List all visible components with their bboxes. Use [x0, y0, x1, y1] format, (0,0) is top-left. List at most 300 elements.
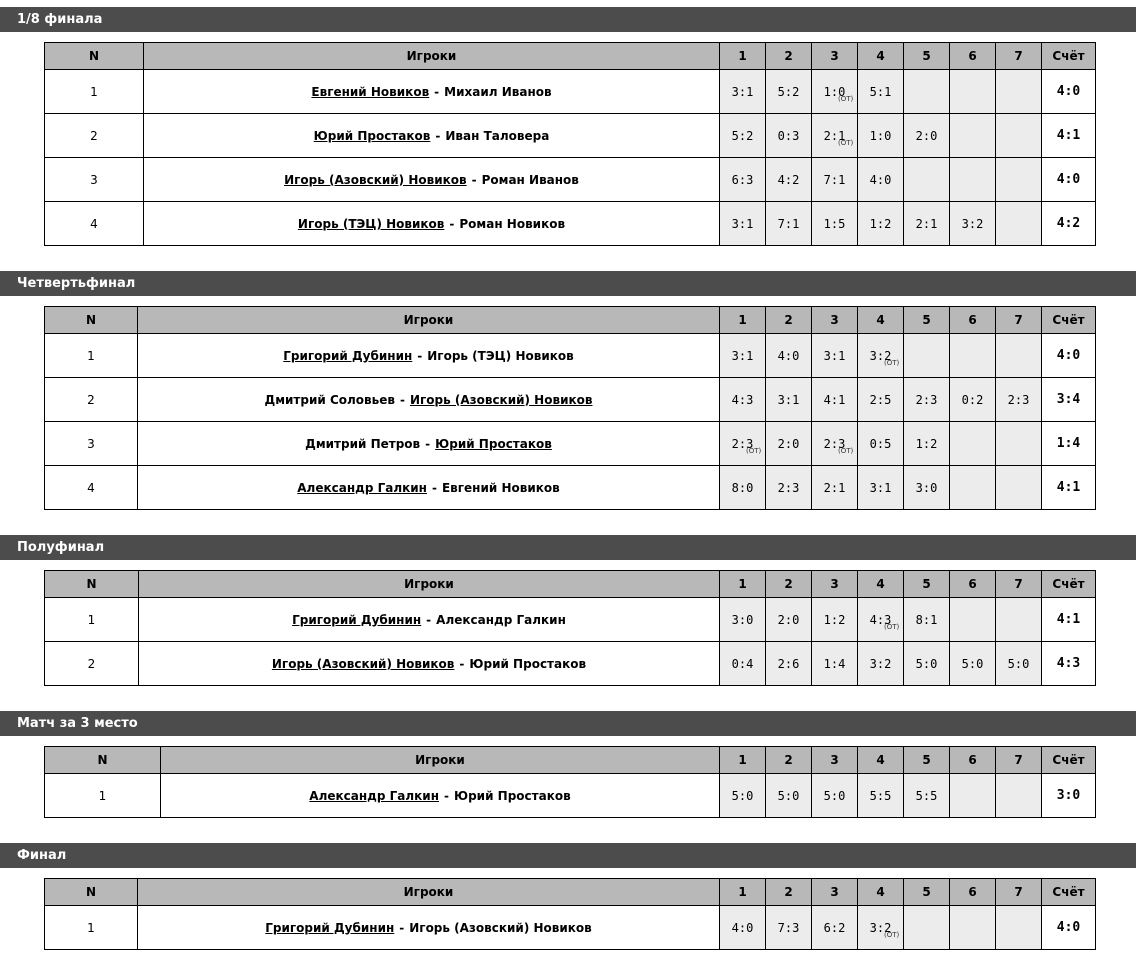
set-score [766, 642, 812, 686]
section-title: Финал [0, 843, 1136, 868]
players-separator: - [399, 392, 405, 407]
set-score [996, 598, 1042, 642]
header-total: Счёт [1042, 43, 1096, 70]
player-two-name[interactable]: Юрий Простаков [435, 436, 552, 451]
player-two-name: Александр Галкин [436, 612, 566, 627]
header-number: N [45, 43, 144, 70]
table-row [45, 378, 1096, 422]
set-score-value: 5:2 [777, 84, 800, 99]
players-separator: - [434, 84, 440, 99]
set-score [950, 598, 996, 642]
player-two-name[interactable]: Игорь (Азовский) Новиков [409, 392, 593, 407]
header-number: N [45, 879, 138, 906]
set-score [904, 906, 950, 950]
set-score [950, 202, 996, 246]
match-number: 2 [45, 114, 144, 158]
header-set: 3 [812, 43, 858, 70]
header-players: Игроки [161, 747, 720, 774]
match-total-score: 3:4 [1042, 378, 1096, 422]
set-score-value: 8:1 [915, 612, 938, 627]
header-set: 2 [766, 43, 812, 70]
match-players [138, 906, 720, 950]
set-score-value: 2:3 [823, 436, 846, 451]
header-set: 4 [858, 571, 904, 598]
overtime-marker: (ОТ) [838, 95, 854, 103]
player-two-name: Игорь (Азовский) Новиков [409, 920, 592, 935]
set-score-value: 2:0 [777, 612, 800, 627]
table-row [45, 70, 1096, 114]
set-score-value: 4:2 [777, 172, 800, 187]
player-one-name: Дмитрий Петров [305, 436, 421, 451]
set-score [996, 158, 1042, 202]
set-score-value: 2:3 [777, 480, 800, 495]
set-score-value: 3:1 [731, 84, 754, 99]
table-row [45, 774, 1096, 818]
table-header-row [45, 43, 1096, 70]
set-score [950, 642, 996, 686]
player-two-name: Роман Иванов [481, 172, 579, 187]
set-score [720, 642, 766, 686]
set-score-value: 1:2 [823, 612, 846, 627]
set-score [812, 774, 858, 818]
set-score [812, 334, 858, 378]
player-two-name: Игорь (ТЭЦ) Новиков [427, 348, 574, 363]
set-score-value: 3:1 [823, 348, 846, 363]
match-players [161, 774, 720, 818]
set-score [996, 334, 1042, 378]
set-score-value: 3:1 [731, 348, 754, 363]
set-score [904, 70, 950, 114]
set-score [812, 642, 858, 686]
set-score-value: 5:0 [823, 788, 846, 803]
set-score-value: 1:0 [823, 84, 846, 99]
header-set: 6 [950, 307, 996, 334]
set-score [858, 334, 904, 378]
player-one-name[interactable]: Григорий Дубинин [265, 920, 395, 935]
header-set: 1 [720, 747, 766, 774]
set-score [996, 114, 1042, 158]
set-score-value: 2:1 [915, 216, 938, 231]
overtime-marker: (ОТ) [884, 359, 900, 367]
set-score-value: 4:3 [731, 392, 754, 407]
players-separator: - [449, 216, 455, 231]
match-number: 1 [45, 906, 138, 950]
match-total-score: 4:0 [1042, 906, 1096, 950]
player-one-name[interactable]: Григорий Дубинин [283, 348, 413, 363]
set-score [812, 202, 858, 246]
set-score [996, 378, 1042, 422]
set-score-value: 1:5 [823, 216, 846, 231]
set-score [950, 906, 996, 950]
player-one-name[interactable]: Евгений Новиков [311, 84, 430, 99]
header-number: N [45, 747, 161, 774]
table-header-row [45, 879, 1096, 906]
player-two-name: Юрий Простаков [469, 656, 587, 671]
match-total-score: 4:1 [1042, 114, 1096, 158]
match-total-score: 4:3 [1042, 642, 1096, 686]
header-players: Игроки [139, 571, 720, 598]
match-players [139, 598, 720, 642]
set-score-value: 3:2 [869, 920, 892, 935]
matches-table [44, 570, 1096, 686]
match-number: 3 [45, 422, 138, 466]
set-score-value: 2:0 [915, 128, 938, 143]
header-set: 1 [720, 571, 766, 598]
set-score [766, 598, 812, 642]
set-score [766, 202, 812, 246]
players-separator: - [425, 436, 431, 451]
set-score [812, 158, 858, 202]
header-set: 6 [950, 571, 996, 598]
player-one-name[interactable]: Игорь (ТЭЦ) Новиков [297, 216, 445, 231]
set-score [766, 70, 812, 114]
set-score [858, 422, 904, 466]
header-players: Игроки [144, 43, 720, 70]
header-set: 3 [812, 571, 858, 598]
header-set: 7 [996, 747, 1042, 774]
section-title: Четвертьфинал [0, 271, 1136, 296]
header-set: 2 [766, 307, 812, 334]
set-score-value: 4:0 [869, 172, 892, 187]
match-players [138, 378, 720, 422]
set-score-value: 0:2 [961, 392, 984, 407]
players-separator: - [471, 172, 477, 187]
match-players [144, 114, 720, 158]
set-score-value: 0:3 [777, 128, 800, 143]
set-score-value: 4:3 [869, 612, 892, 627]
set-score [812, 114, 858, 158]
set-score [766, 158, 812, 202]
players-separator: - [444, 788, 449, 803]
set-score-value: 1:2 [869, 216, 892, 231]
match-number: 2 [45, 378, 138, 422]
header-number: N [45, 307, 138, 334]
set-score-value: 4:0 [777, 348, 800, 363]
set-score [766, 334, 812, 378]
set-score-value: 2:3 [731, 436, 754, 451]
header-set: 1 [720, 879, 766, 906]
set-score [904, 642, 950, 686]
set-score [858, 642, 904, 686]
match-number: 3 [45, 158, 144, 202]
player-one-name[interactable]: Игорь (Азовский) Новиков [284, 172, 467, 187]
header-set: 1 [720, 43, 766, 70]
set-score [996, 202, 1042, 246]
header-set: 5 [904, 571, 950, 598]
set-score [904, 158, 950, 202]
set-score [858, 466, 904, 510]
header-set: 5 [904, 879, 950, 906]
players-separator: - [399, 920, 405, 935]
match-total-score: 4:1 [1042, 598, 1096, 642]
set-score-value: 5:0 [961, 656, 984, 671]
set-score-value: 2:5 [869, 392, 892, 407]
header-set: 5 [904, 747, 950, 774]
header-set: 7 [996, 879, 1042, 906]
player-two-name: Иван Таловера [445, 128, 550, 143]
set-score-value: 0:5 [869, 436, 892, 451]
set-score [858, 774, 904, 818]
set-score [720, 378, 766, 422]
match-number: 1 [45, 70, 144, 114]
set-score [904, 334, 950, 378]
set-score-value: 2:3 [1007, 392, 1030, 407]
set-score [766, 774, 812, 818]
player-one-name[interactable]: Игорь (Азовский) Новиков [271, 656, 455, 671]
match-players [138, 422, 720, 466]
set-score [720, 422, 766, 466]
header-total: Счёт [1042, 307, 1096, 334]
set-score-value: 5:0 [1007, 656, 1030, 671]
set-score [766, 378, 812, 422]
overtime-marker: (ОТ) [838, 447, 854, 455]
set-score [904, 598, 950, 642]
set-score-value: 8:0 [731, 480, 754, 495]
header-set: 7 [996, 571, 1042, 598]
overtime-marker: (ОТ) [838, 139, 854, 147]
set-score [950, 466, 996, 510]
set-score-value: 4:0 [731, 920, 754, 935]
set-score [720, 158, 766, 202]
set-score-value: 3:1 [731, 216, 754, 231]
set-score-value: 5:5 [869, 788, 892, 803]
header-set: 6 [950, 43, 996, 70]
set-score [812, 422, 858, 466]
table-row [45, 334, 1096, 378]
set-score [996, 642, 1042, 686]
table-header-row [45, 747, 1096, 774]
set-score-value: 0:4 [731, 656, 754, 671]
set-score-value: 3:2 [869, 348, 892, 363]
table-row [45, 642, 1096, 686]
player-two-name: Михаил Иванов [444, 84, 552, 99]
set-score-value: 3:2 [961, 216, 984, 231]
set-score [720, 70, 766, 114]
section-title: Полуфинал [0, 535, 1136, 560]
set-score [950, 114, 996, 158]
set-score-value: 1:4 [823, 656, 846, 671]
player-one-name: Дмитрий Соловьев [264, 392, 395, 407]
players-separator: - [435, 128, 441, 143]
set-score [720, 114, 766, 158]
set-score-value: 7:3 [777, 920, 800, 935]
header-set: 1 [720, 307, 766, 334]
header-total: Счёт [1042, 879, 1096, 906]
set-score [950, 422, 996, 466]
table-row [45, 114, 1096, 158]
header-set: 4 [858, 747, 904, 774]
match-total-score: 4:0 [1042, 334, 1096, 378]
set-score-value: 6:2 [823, 920, 846, 935]
set-score-value: 3:0 [915, 480, 938, 495]
overtime-marker: (ОТ) [884, 931, 900, 939]
header-set: 5 [904, 43, 950, 70]
set-score [996, 774, 1042, 818]
player-two-name: Евгений Новиков [441, 480, 560, 495]
table-row [45, 466, 1096, 510]
set-score [720, 598, 766, 642]
player-two-name: Юрий Простаков [453, 788, 571, 803]
players-separator: - [426, 612, 432, 627]
set-score [950, 774, 996, 818]
match-players [139, 642, 720, 686]
header-set: 3 [812, 747, 858, 774]
header-set: 3 [812, 307, 858, 334]
set-score-value: 2:3 [915, 392, 938, 407]
header-set: 2 [766, 571, 812, 598]
set-score [904, 466, 950, 510]
table-header-row [45, 307, 1096, 334]
set-score [950, 334, 996, 378]
header-set: 7 [996, 307, 1042, 334]
set-score [904, 422, 950, 466]
set-score [858, 378, 904, 422]
set-score [858, 202, 904, 246]
set-score [950, 70, 996, 114]
match-number: 1 [45, 334, 138, 378]
set-score-value: 1:2 [915, 436, 938, 451]
set-score [812, 598, 858, 642]
set-score-value: 2:1 [823, 128, 846, 143]
set-score-value: 4:1 [823, 392, 846, 407]
player-one-name[interactable]: Александр Галкин [297, 480, 427, 495]
set-score [904, 114, 950, 158]
players-separator: - [431, 480, 437, 495]
set-score-value: 3:1 [777, 392, 800, 407]
set-score [720, 334, 766, 378]
players-separator: - [459, 656, 465, 671]
set-score-value: 5:0 [915, 656, 938, 671]
set-score [766, 466, 812, 510]
header-number: N [45, 571, 139, 598]
set-score-value: 7:1 [777, 216, 800, 231]
match-total-score: 4:0 [1042, 70, 1096, 114]
match-number: 4 [45, 202, 144, 246]
set-score [812, 70, 858, 114]
set-score-value: 3:0 [731, 612, 754, 627]
match-players [138, 466, 720, 510]
set-score-value: 2:6 [777, 656, 800, 671]
header-set: 6 [950, 879, 996, 906]
set-score-value: 3:2 [869, 656, 892, 671]
set-score [858, 906, 904, 950]
set-score [766, 114, 812, 158]
header-players: Игроки [138, 879, 720, 906]
set-score [904, 774, 950, 818]
set-score [720, 906, 766, 950]
set-score [858, 158, 904, 202]
match-number: 2 [45, 642, 139, 686]
overtime-marker: (ОТ) [746, 447, 762, 455]
overtime-marker: (ОТ) [884, 623, 900, 631]
match-number: 1 [45, 598, 139, 642]
match-total-score: 3:0 [1042, 774, 1096, 818]
matches-table [44, 746, 1096, 818]
match-number: 4 [45, 466, 138, 510]
set-score [996, 466, 1042, 510]
match-total-score: 1:4 [1042, 422, 1096, 466]
set-score-value: 1:0 [869, 128, 892, 143]
table-row [45, 598, 1096, 642]
section-title: 1/8 финала [0, 7, 1136, 32]
match-total-score: 4:1 [1042, 466, 1096, 510]
set-score [950, 378, 996, 422]
header-set: 4 [858, 879, 904, 906]
table-header-row [45, 571, 1096, 598]
set-score [904, 378, 950, 422]
set-score [996, 906, 1042, 950]
match-players [144, 158, 720, 202]
set-score-value: 2:0 [777, 436, 800, 451]
header-players: Игроки [138, 307, 720, 334]
match-total-score: 4:0 [1042, 158, 1096, 202]
set-score [720, 466, 766, 510]
set-score [766, 906, 812, 950]
player-two-name: Роман Новиков [459, 216, 566, 231]
header-set: 3 [812, 879, 858, 906]
set-score [858, 598, 904, 642]
set-score-value: 6:3 [731, 172, 754, 187]
match-players [138, 334, 720, 378]
set-score-value: 5:0 [731, 788, 754, 803]
set-score [858, 114, 904, 158]
set-score-value: 2:1 [823, 480, 846, 495]
table-row [45, 202, 1096, 246]
set-score-value: 5:5 [915, 788, 938, 803]
set-score-value: 5:1 [869, 84, 892, 99]
header-set: 4 [858, 43, 904, 70]
match-players [144, 70, 720, 114]
table-row [45, 422, 1096, 466]
set-score [996, 70, 1042, 114]
header-set: 2 [766, 879, 812, 906]
match-total-score: 4:2 [1042, 202, 1096, 246]
set-score [720, 774, 766, 818]
set-score-value: 3:1 [869, 480, 892, 495]
match-players [144, 202, 720, 246]
matches-table [44, 306, 1096, 510]
player-one-name[interactable]: Александр Галкин [309, 788, 439, 803]
match-number: 1 [45, 774, 161, 818]
set-score [766, 422, 812, 466]
players-separator: - [417, 348, 423, 363]
matches-table [44, 42, 1096, 246]
set-score [812, 906, 858, 950]
header-set: 4 [858, 307, 904, 334]
player-one-name[interactable]: Григорий Дубинин [292, 612, 422, 627]
set-score [904, 202, 950, 246]
table-row [45, 906, 1096, 950]
set-score-value: 5:2 [731, 128, 754, 143]
header-set: 5 [904, 307, 950, 334]
table-row [45, 158, 1096, 202]
header-set: 2 [766, 747, 812, 774]
header-set: 7 [996, 43, 1042, 70]
header-total: Счёт [1042, 571, 1096, 598]
set-score [996, 422, 1042, 466]
section-title: Матч за 3 место [0, 711, 1136, 736]
set-score-value: 5:0 [777, 788, 800, 803]
header-total: Счёт [1042, 747, 1096, 774]
set-score [812, 378, 858, 422]
player-one-name[interactable]: Юрий Простаков [313, 128, 431, 143]
set-score [950, 158, 996, 202]
set-score [812, 466, 858, 510]
set-score [858, 70, 904, 114]
header-set: 6 [950, 747, 996, 774]
set-score [720, 202, 766, 246]
set-score-value: 7:1 [823, 172, 846, 187]
